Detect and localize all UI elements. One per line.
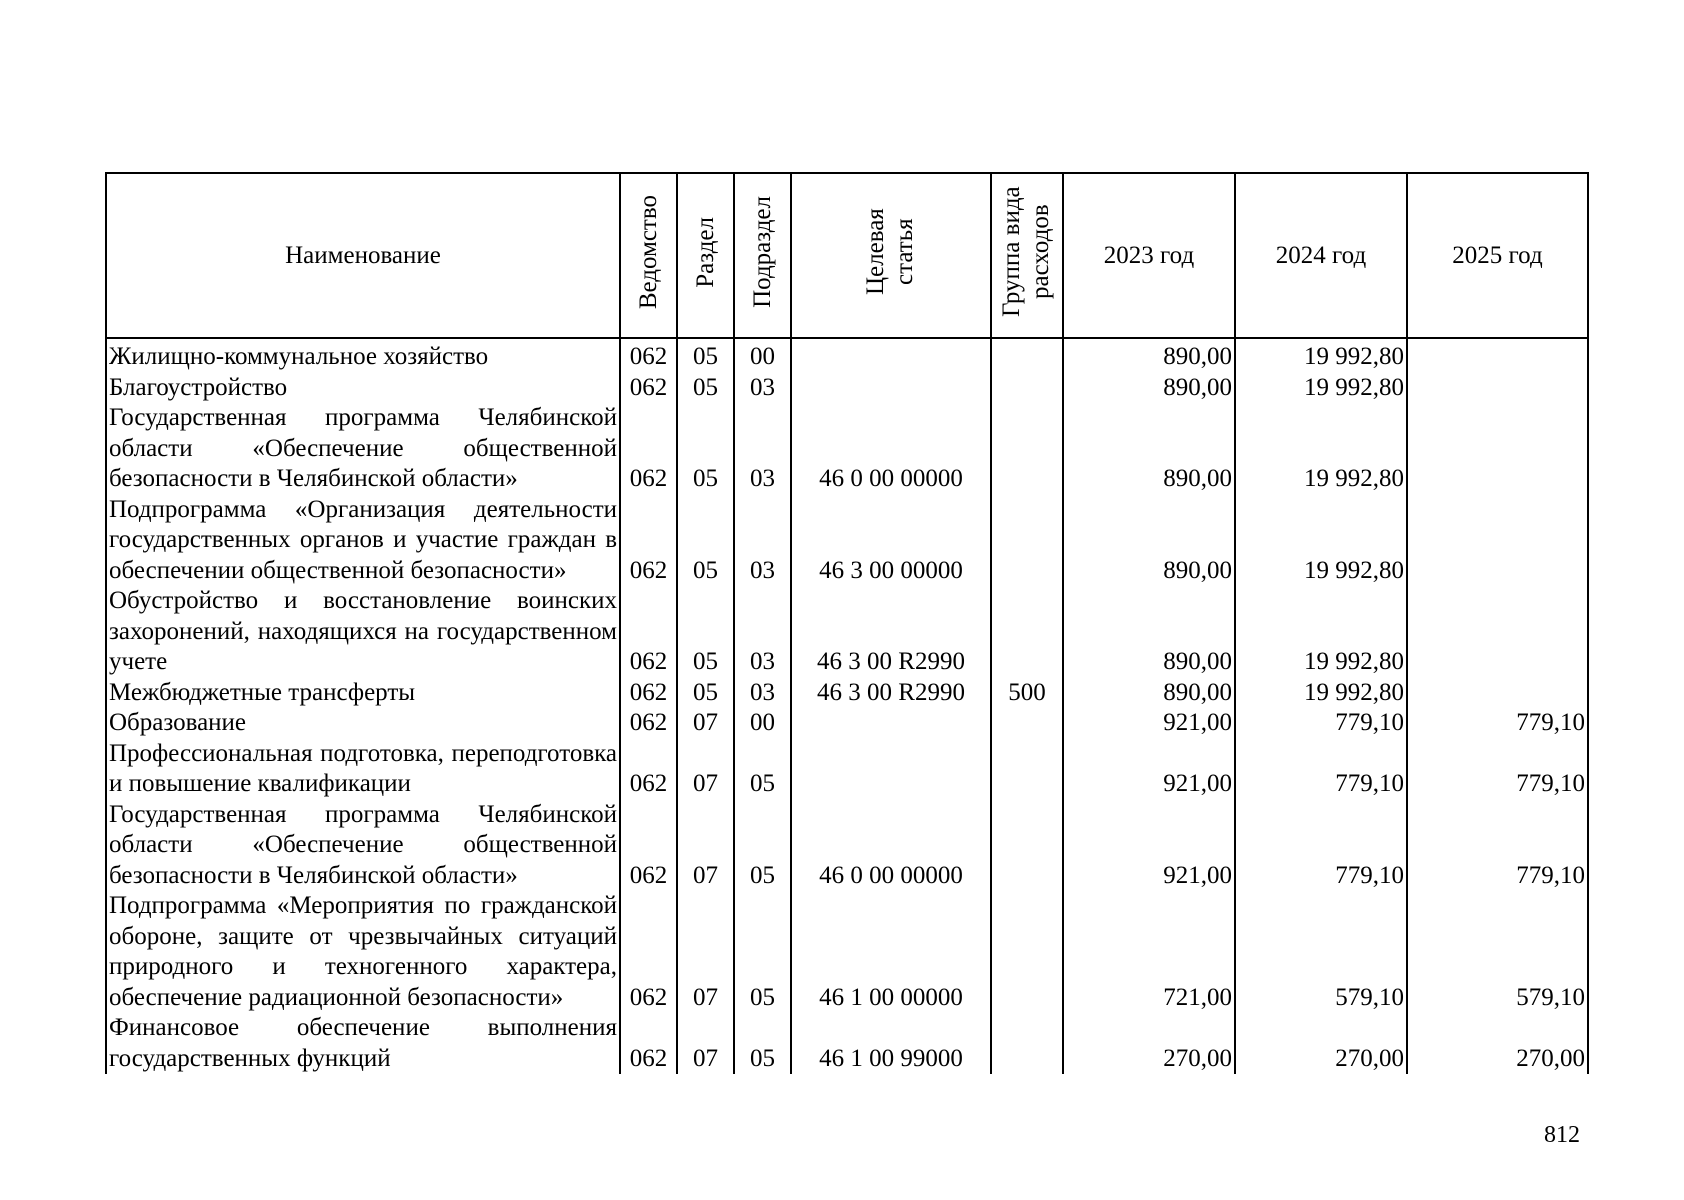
table-row — [106, 800, 1588, 892]
cell-section: 05 — [677, 586, 734, 678]
cell-target: 46 1 00 99000 — [791, 1013, 991, 1074]
cell-section: 07 — [677, 891, 734, 1013]
cell-dept: 062 — [620, 338, 677, 373]
cell-2023: 890,00 — [1063, 678, 1235, 709]
cell-dept: 062 — [620, 891, 677, 1013]
cell-expense-group — [991, 338, 1063, 373]
cell-name: Жилищно-коммунальное хозяйство — [106, 338, 620, 373]
cell-section: 05 — [677, 678, 734, 709]
cell-2023: 890,00 — [1063, 403, 1235, 495]
cell-subsection: 05 — [734, 891, 791, 1013]
cell-subsection: 03 — [734, 373, 791, 404]
table-row — [106, 586, 1588, 678]
cell-expense-group: 500 — [991, 678, 1063, 709]
cell-section: 05 — [677, 495, 734, 587]
cell-2024: 779,10 — [1235, 708, 1407, 739]
cell-section: 07 — [677, 739, 734, 800]
cell-dept: 062 — [620, 373, 677, 404]
cell-2025 — [1407, 586, 1588, 678]
cell-2024: 779,10 — [1235, 739, 1407, 800]
table-row — [106, 678, 1588, 709]
cell-section: 07 — [677, 708, 734, 739]
cell-dept: 062 — [620, 495, 677, 587]
cell-2024: 19 992,80 — [1235, 373, 1407, 404]
cell-2025: 579,10 — [1407, 891, 1588, 1013]
cell-2025: 779,10 — [1407, 800, 1588, 892]
cell-subsection: 00 — [734, 708, 791, 739]
cell-target — [791, 338, 991, 373]
cell-name: Образование — [106, 708, 620, 739]
cell-2024: 19 992,80 — [1235, 678, 1407, 709]
cell-2023: 921,00 — [1063, 708, 1235, 739]
cell-2023: 921,00 — [1063, 800, 1235, 892]
cell-2024: 19 992,80 — [1235, 495, 1407, 587]
header-dept: Ведомство — [620, 173, 677, 338]
cell-dept: 062 — [620, 1013, 677, 1074]
cell-2023: 890,00 — [1063, 586, 1235, 678]
cell-subsection: 03 — [734, 403, 791, 495]
cell-expense-group — [991, 891, 1063, 1013]
header-2024: 2024 год — [1235, 173, 1407, 338]
table-row — [106, 891, 1588, 1013]
cell-expense-group — [991, 373, 1063, 404]
table-row — [106, 495, 1588, 587]
table-row — [106, 403, 1588, 495]
cell-expense-group — [991, 1013, 1063, 1074]
cell-2023: 890,00 — [1063, 338, 1235, 373]
cell-2024: 779,10 — [1235, 800, 1407, 892]
cell-section: 07 — [677, 1013, 734, 1074]
cell-2025 — [1407, 403, 1588, 495]
cell-name: Благоустройство — [106, 373, 620, 404]
cell-target — [791, 708, 991, 739]
header-name: Наименование — [106, 173, 620, 338]
cell-target: 46 0 00 00000 — [791, 403, 991, 495]
budget-table — [105, 172, 1589, 1074]
cell-dept: 062 — [620, 800, 677, 892]
cell-2025 — [1407, 373, 1588, 404]
cell-name: Обустройство и восстановление воинских захоронений, находящихся на государственном учете — [106, 586, 620, 678]
cell-2023: 270,00 — [1063, 1013, 1235, 1074]
cell-2025: 270,00 — [1407, 1013, 1588, 1074]
cell-section: 07 — [677, 800, 734, 892]
cell-target: 46 3 00 00000 — [791, 495, 991, 587]
table-row — [106, 338, 1588, 373]
cell-name: Государственная программа Челябинской области «Обеспечение общественной безопасности в Челябинской области» — [106, 800, 620, 892]
cell-subsection: 03 — [734, 495, 791, 587]
cell-name: Государственная программа Челябинской области «Обеспечение общественной безопасности в Челябинской области» — [106, 403, 620, 495]
table-row — [106, 1013, 1588, 1074]
cell-expense-group — [991, 800, 1063, 892]
cell-section: 05 — [677, 338, 734, 373]
table-row — [106, 739, 1588, 800]
cell-2023: 721,00 — [1063, 891, 1235, 1013]
cell-name: Подпрограмма «Мероприятия по гражданской обороне, защите от чрезвычайных ситуаций природного и техногенного характера, обеспечение радиационной безопасности» — [106, 891, 620, 1013]
table-row — [106, 373, 1588, 404]
cell-target — [791, 739, 991, 800]
header-section: Раздел — [677, 173, 734, 338]
table-row — [106, 708, 1588, 739]
cell-name: Межбюджетные трансферты — [106, 678, 620, 709]
cell-expense-group — [991, 495, 1063, 587]
cell-name: Профессиональная подготовка, переподготовка и повышение квалификации — [106, 739, 620, 800]
cell-name: Финансовое обеспечение выполнения государственных функций — [106, 1013, 620, 1074]
cell-expense-group — [991, 586, 1063, 678]
header-expense-group: Группа вида расходов — [991, 173, 1063, 338]
header-2025: 2025 год — [1407, 173, 1588, 338]
cell-2025 — [1407, 495, 1588, 587]
cell-section: 05 — [677, 373, 734, 404]
cell-name: Подпрограмма «Организация деятельности государственных органов и участие граждан в обеспечении общественной безопасности» — [106, 495, 620, 587]
cell-2023: 890,00 — [1063, 495, 1235, 587]
cell-dept: 062 — [620, 678, 677, 709]
header-2023: 2023 год — [1063, 173, 1235, 338]
cell-dept: 062 — [620, 403, 677, 495]
cell-2025: 779,10 — [1407, 739, 1588, 800]
cell-2024: 19 992,80 — [1235, 586, 1407, 678]
cell-section: 05 — [677, 403, 734, 495]
cell-dept: 062 — [620, 586, 677, 678]
cell-dept: 062 — [620, 739, 677, 800]
header-row — [106, 173, 1588, 338]
cell-subsection: 05 — [734, 739, 791, 800]
page-number: 812 — [1544, 1122, 1580, 1148]
cell-expense-group — [991, 403, 1063, 495]
cell-2024: 270,00 — [1235, 1013, 1407, 1074]
cell-target: 46 1 00 00000 — [791, 891, 991, 1013]
header-subsection: Подраздел — [734, 173, 791, 338]
header-target: Целевая статья — [791, 173, 991, 338]
cell-target: 46 3 00 R2990 — [791, 678, 991, 709]
cell-expense-group — [991, 708, 1063, 739]
cell-target: 46 3 00 R2990 — [791, 586, 991, 678]
cell-2025 — [1407, 678, 1588, 709]
cell-subsection: 00 — [734, 338, 791, 373]
cell-expense-group — [991, 739, 1063, 800]
cell-2024: 579,10 — [1235, 891, 1407, 1013]
cell-2025: 779,10 — [1407, 708, 1588, 739]
cell-subsection: 05 — [734, 1013, 791, 1074]
cell-subsection: 03 — [734, 586, 791, 678]
cell-2024: 19 992,80 — [1235, 403, 1407, 495]
cell-subsection: 03 — [734, 678, 791, 709]
cell-2025 — [1407, 338, 1588, 373]
cell-target — [791, 373, 991, 404]
cell-dept: 062 — [620, 708, 677, 739]
cell-2023: 890,00 — [1063, 373, 1235, 404]
cell-2024: 19 992,80 — [1235, 338, 1407, 373]
cell-subsection: 05 — [734, 800, 791, 892]
cell-target: 46 0 00 00000 — [791, 800, 991, 892]
cell-2023: 921,00 — [1063, 739, 1235, 800]
